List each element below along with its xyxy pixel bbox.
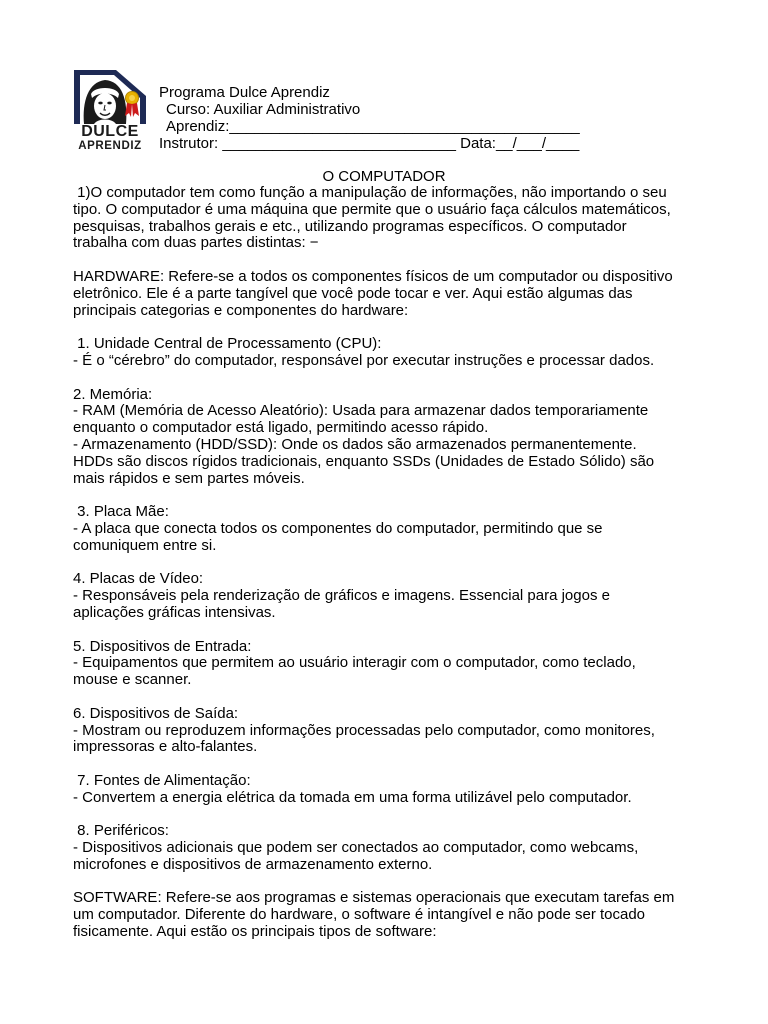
text-line: - Armazenamento (HDD/SSD): Onde os dados são armazenados permanentemente.	[73, 435, 637, 453]
text-line: mouse e scanner.	[73, 671, 192, 689]
apprentice-field: Aprendiz:__________________________________________	[166, 118, 580, 135]
text-line: 5. Dispositivos de Entrada:	[73, 637, 252, 655]
text-line: pesquisas, trabalhos gerais e etc., utilizando programas específicos. O computador	[73, 217, 627, 235]
paragraph-gap	[73, 689, 713, 706]
text-line: comuniquem entre si.	[73, 536, 217, 554]
paragraph-gap	[73, 874, 713, 891]
logo-wordmark	[72, 124, 148, 153]
text-line: HARDWARE: Refere-se a todos os componentes físicos de um computador ou dispositivo	[73, 267, 673, 285]
text-line: HDDs são discos rígidos tradicionais, enquanto SSDs (Unidades de Estado Sólido) são	[73, 452, 655, 470]
document-title: O COMPUTADOR	[322, 168, 446, 185]
paragraph-gap	[73, 555, 713, 572]
program-name: Programa Dulce Aprendiz	[159, 84, 330, 101]
paragraph-gap	[73, 252, 713, 269]
text-line: - É o “cérebro” do computador, responsável por executar instruções e processar dados.	[73, 351, 655, 369]
logo-line-aprendiz: APRENDIZ	[78, 140, 142, 152]
text-line: enquanto o computador está ligado, permitindo acesso rápido.	[73, 419, 489, 437]
text-line: 2. Memória:	[73, 385, 153, 403]
text-line: - Convertem a energia elétrica da tomada em uma forma utilizável pelo computador.	[73, 788, 632, 806]
nun-portrait-icon	[72, 68, 148, 126]
text-line: 8. Periféricos:	[73, 822, 169, 840]
text-line: - Responsáveis pela renderização de gráficos e imagens. Essencial para jogos e	[73, 587, 610, 605]
text-line: um computador. Diferente do hardware, o software é intangível e não pode ser tocado	[73, 906, 646, 924]
text-line: 1. Unidade Central de Processamento (CPU):	[73, 335, 382, 353]
paragraph-gap	[73, 622, 713, 639]
paragraph-gap	[73, 370, 713, 387]
text-line: eletrônico. Ele é a parte tangível que você pode tocar e ver. Aqui estão algumas das	[73, 284, 633, 302]
text-line: - Mostram ou reproduzem informações processadas pelo computador, como monitores,	[73, 721, 655, 739]
text-line: mais rápidos e sem partes móveis.	[73, 469, 305, 487]
text-line: aplicações gráficas intensivas.	[73, 603, 276, 621]
text-line: - Equipamentos que permitem ao usuário interagir com o computador, como teclado,	[73, 654, 636, 672]
text-line: 1)O computador tem como função a manipulação de informações, não importando o seu	[73, 184, 667, 201]
text-line: microfones e dispositivos de armazenamento externo.	[73, 855, 433, 873]
document-body	[73, 185, 713, 941]
text-line: - RAM (Memória de Acesso Aleatório): Usada para armazenar dados temporariamente	[73, 402, 649, 420]
text-line: 6. Dispositivos de Saída:	[73, 704, 239, 722]
text-line: 4. Placas de Vídeo:	[73, 570, 204, 588]
text-line: impressoras e alto-falantes.	[73, 738, 258, 756]
text-line: 7. Fontes de Alimentação:	[73, 771, 251, 789]
text-line: - A placa que conecta todos os componentes do computador, permitindo que se	[73, 519, 603, 537]
paragraph-gap	[73, 319, 713, 336]
course-line: Curso: Auxiliar Administrativo	[166, 101, 361, 118]
text-line: trabalha com duas partes distintas: −	[73, 234, 319, 252]
text-line: 3. Placa Mãe:	[73, 503, 169, 521]
instructor-date-field: Instrutor: ____________________________ Data:__/___/____	[159, 135, 580, 152]
text-line: principais categorias e componentes do hardware:	[73, 301, 409, 319]
text-line: tipo. O computador é uma máquina que permite que o usuário faça cálculos matemáticos,	[73, 200, 671, 218]
paragraph-gap	[73, 756, 713, 773]
logo-line-dulce: DULCE	[81, 123, 139, 140]
text-line: fisicamente. Aqui estão os principais tipos de software:	[73, 923, 437, 941]
text-line: - Dispositivos adicionais que podem ser conectados ao computador, como webcams,	[73, 839, 639, 857]
paragraph-gap	[73, 487, 713, 504]
paragraph-gap	[73, 806, 713, 823]
dulce-aprendiz-logo	[72, 68, 148, 158]
text-line: SOFTWARE: Refere-se aos programas e sistemas operacionais que executam tarefas em	[73, 889, 675, 907]
